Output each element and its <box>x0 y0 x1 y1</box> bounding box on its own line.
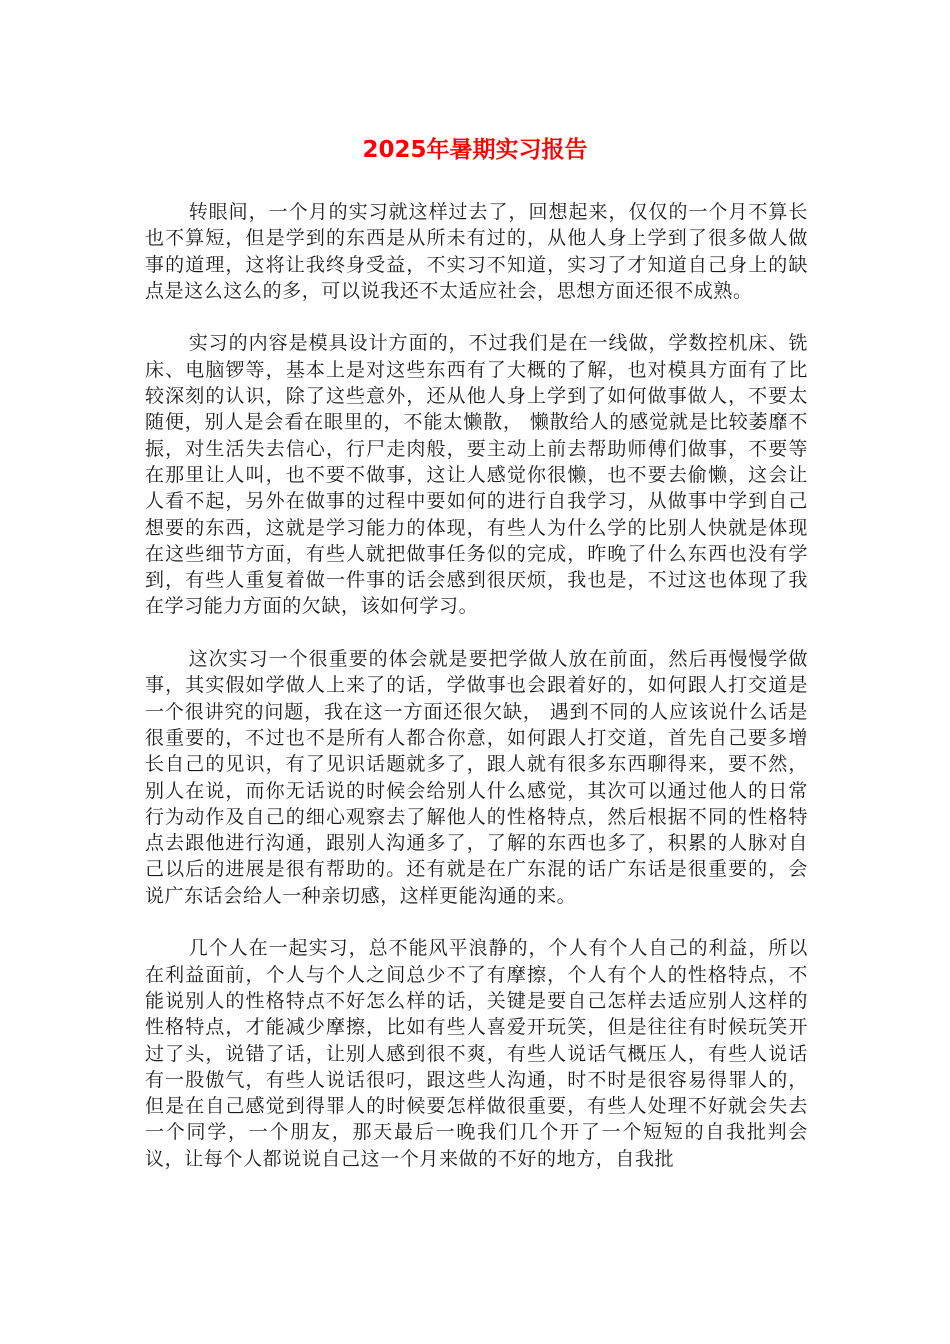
paragraph-3: 这次实习一个很重要的体会就是要把学做人放在前面，然后再慢慢学做事，其实假如学做人上来了的话，学做事也会跟着好的，如何跟人打交道是一个很讲究的问题，我在这一方面还很欠缺， 遇到不同的人应该说什么话是很重要的，不过也不是所有人都合你意，如何跟人打交道，首先自己要多增长自己的见识，有了见识话题就多了，跟人就有很多东西聊得来，要不然，别人在说，而你无话说的时候会给别人什么感觉，其次可以通过他人的日常行为动作及自己的细心观察去了解他人的性格特点，然后根据不同的性格特点去跟他进行沟通，跟别人沟通多了，了解的东西也多了，积累的人脉对自己以后的进展是很有帮助的。还有就是在广东混的话广东话是很重要的，会说广东话会给人一种亲切感，这样更能沟通的来。 <box>145 648 808 907</box>
paragraph-1: 转眼间，一个月的实习就这样过去了，回想起来，仅仅的一个月不算长也不算短，但是学到的东西是从所未有过的，从他人身上学到了很多做人做事的道理，这将让我终身受益，不实习不知道，实习了才知道自己身上的缺点是这么这么的多，可以说我还不太适应社会，思想方面还很不成熟。 <box>145 201 808 302</box>
document-title: 2025年暑期实习报告 <box>362 137 588 163</box>
paragraph-4: 几个人在一起实习，总不能风平浪静的，个人有个人自己的利益，所以在利益面前，个人与个人之间总少不了有摩擦，个人有个人的性格特点，不能说别人的性格特点不好怎么样的话，关键是要自己怎样去适应别人这样的性格特点，才能减少摩擦，比如有些人喜爱开玩笑，但是往往有时候玩笑开过了头，说错了话，让别人感到很不爽，有些人说话气概压人，有些人说话有一股傲气，有些人说话很叼，跟这些人沟通，时不时是很容易得罪人的，但是在自己感觉到得罪人的时候要怎样做很重要，有些人处理不好就会失去一个同学，一个朋友，那天最后一晚我们几个开了一个短短的自我批判会议，让每个人都说说自己这一个月来做的不好的地方，自我批 <box>145 937 808 1170</box>
paragraph-2: 实习的内容是模具设计方面的，不过我们是在一线做，学数控机床、铣床、电脑锣等，基本上是对这些东西有了大概的了解，也对模具方面有了比较深刻的认识，除了这些意外，还从他人身上学到了如何做事做人，不要太随便，别人是会看在眼里的，不能太懒散， 懒散给人的感觉就是比较萎靡不振，对生活失去信心，行尸走肉般，要主动上前去帮助师傅们做事，不要等在那里让人叫，也不要不做事，这让人感觉你很懒，也不要去偷懒，这会让人看不起，另外在做事的过程中要如何的进行自我学习，从做事中学到自己想要的东西，这就是学习能力的体现，有些人为什么学的比别人快就是体现在这些细节方面，有些人就把做事任务似的完成，昨晚了什么东西也没有学到，有些人重复着做一件事的话会感到很厌烦，我也是，不过这也体现了我在学习能力方面的欠缺，该如何学习。 <box>145 332 808 618</box>
document-body <box>145 199 808 1198</box>
